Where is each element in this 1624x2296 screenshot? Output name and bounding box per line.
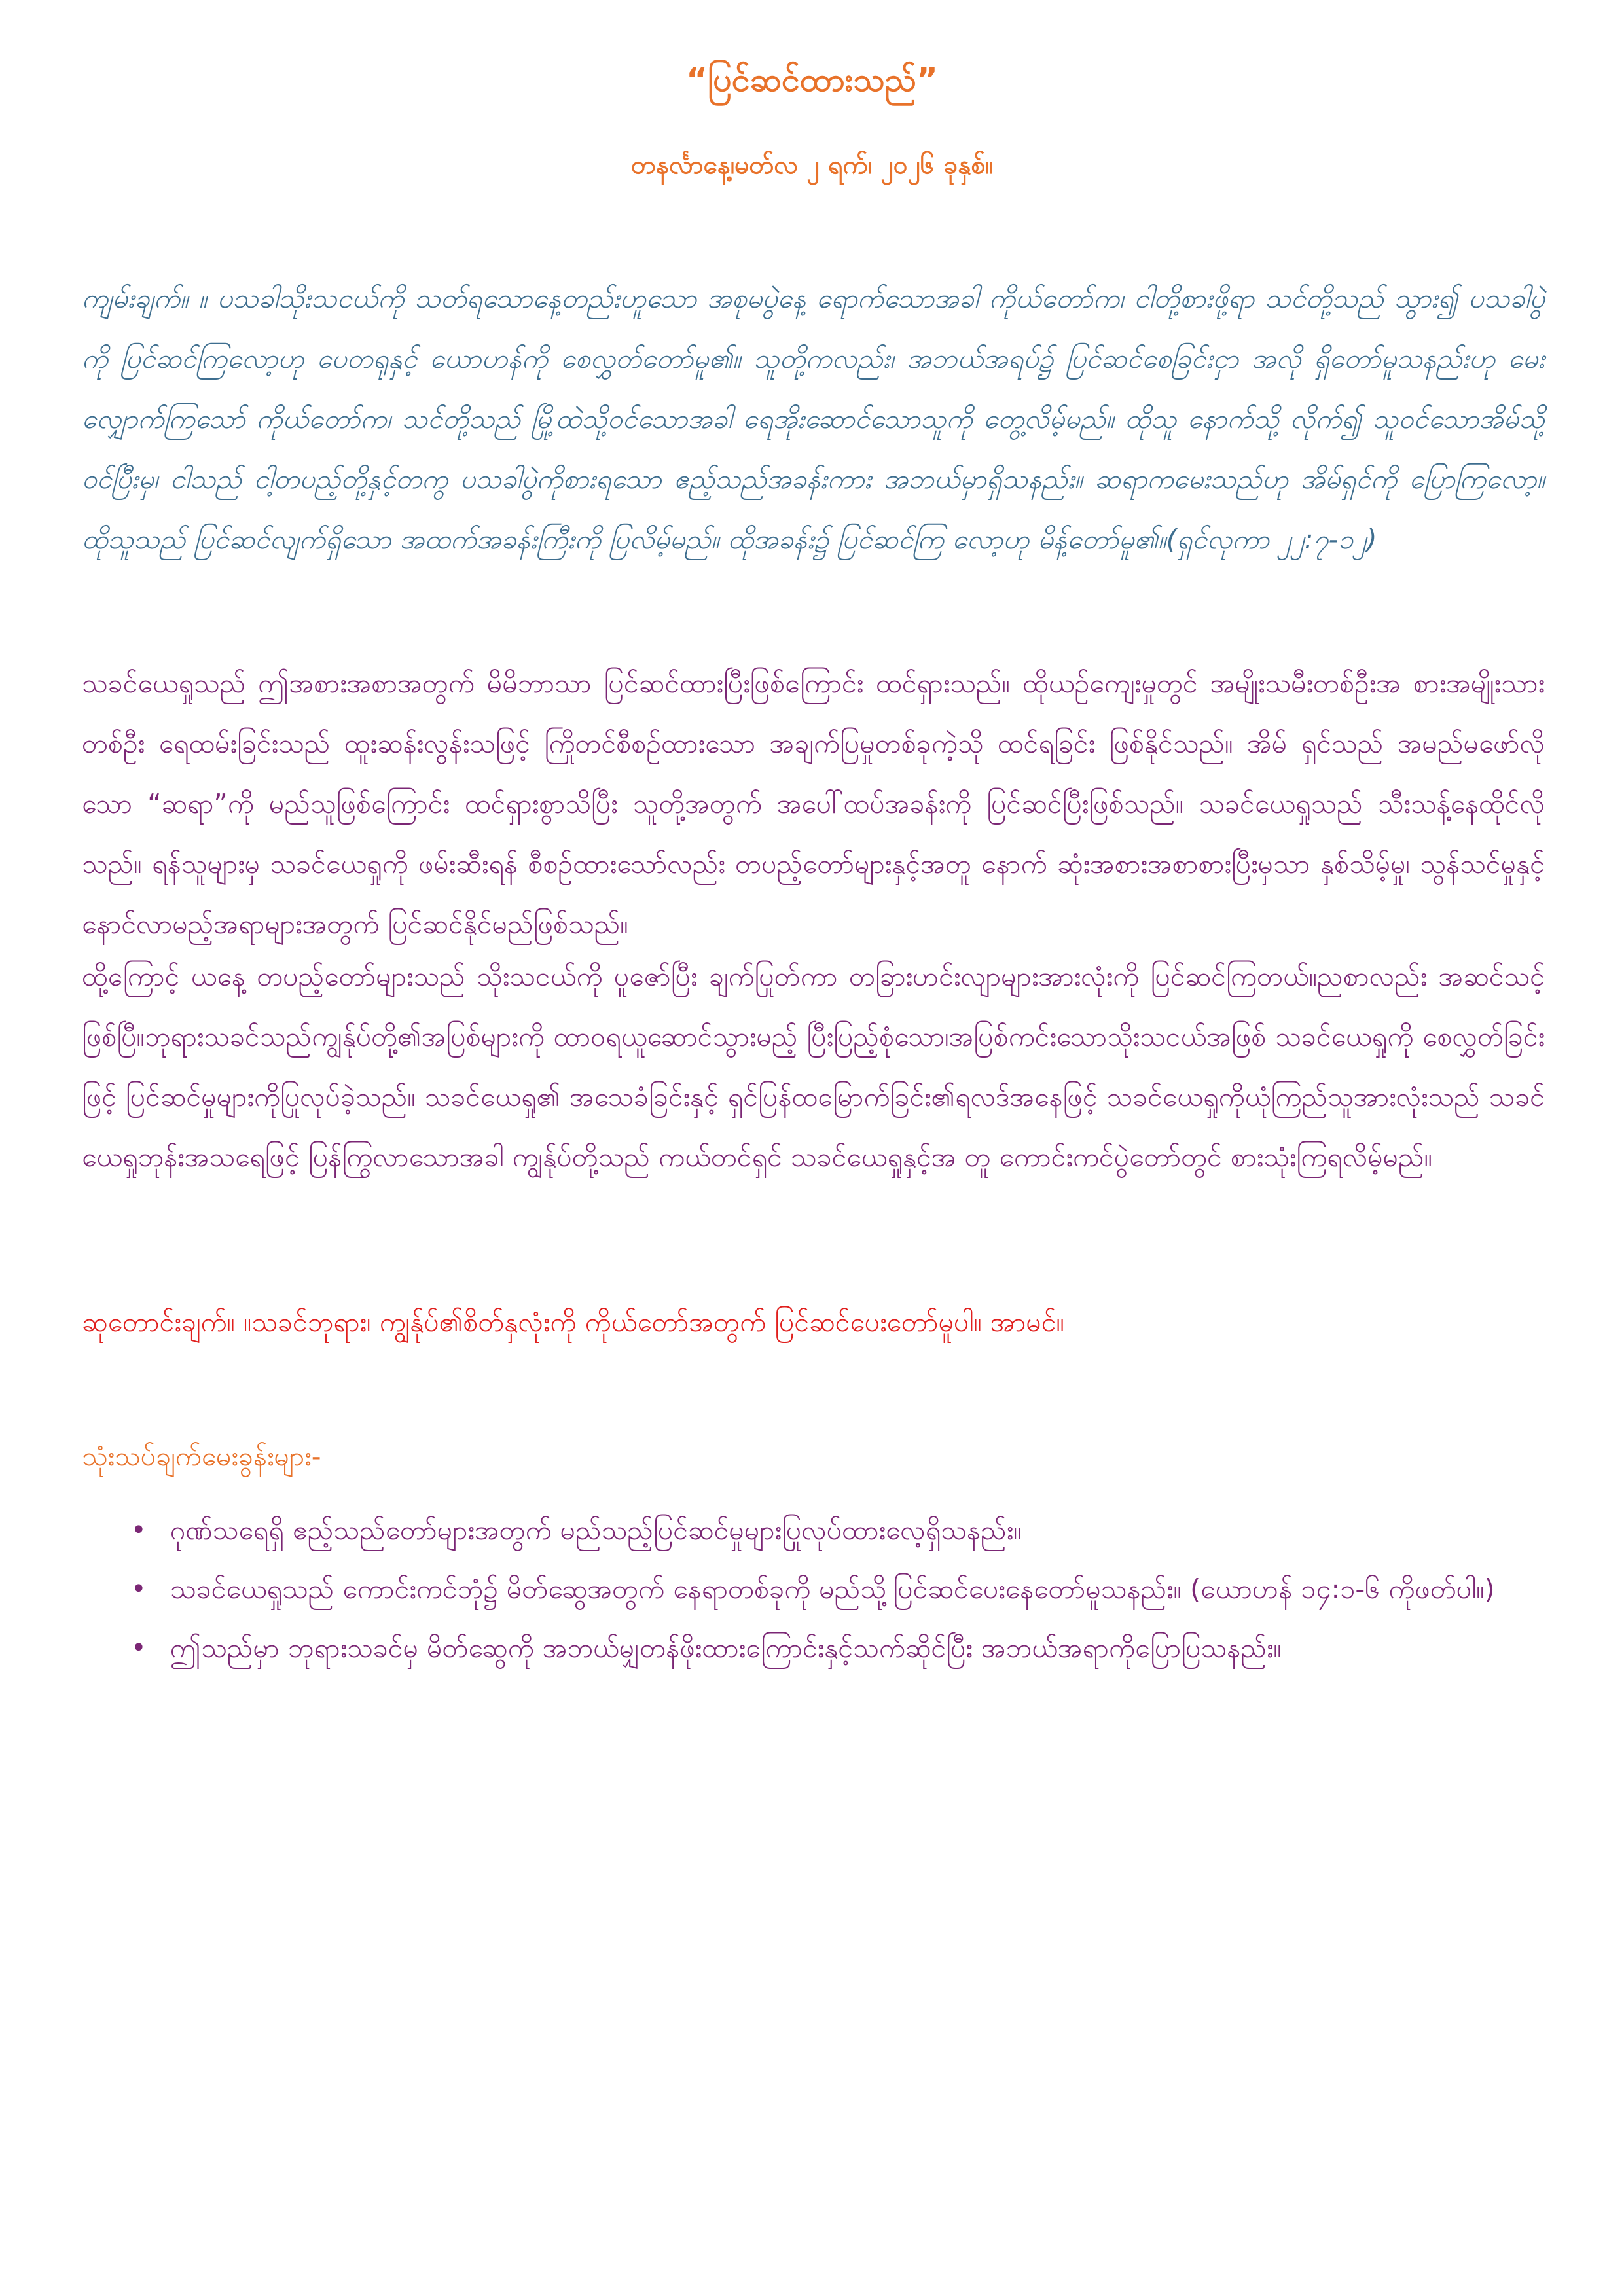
scripture-passage: ကျမ်းချက်။ ။ ပသခါသိုးသငယ်ကို သတ်ရသောနေ့တည်းဟူသော အစုမပွဲနေ့ ရောက်သောအခါ ကိုယ်တော်က၊ ငါတို့စားဖို့ရာ သင်တို့သည် သွား၍ ပသခါပွဲကို ပြင်ဆင်ကြလော့ဟု ပေတရုနှင့် ယောဟန်ကို စေလွှတ်တော်မူ၏။ သူတို့ကလည်း၊ အဘယ်အရပ်၌ ပြင်ဆင်စေခြင်းငှာ အလို ရှိတော်မူသနည်းဟု မေးလျှောက်ကြသော် ကိုယ်တော်က၊ သင်တို့သည် မြို့ထဲသို့ဝင်သောအခါ ရေအိုးဆောင်သောသူကို တွေ့လိမ့်မည်။ ထိုသူ နောက်သို့ လိုက်၍ သူဝင်သောအိမ်သို့ဝင်ပြီးမှ၊ ငါသည် ငါ့တပည့်တို့နှင့်တကွ ပသခါပွဲကိုစားရသော ဧည့်သည်အခန်းကား အဘယ်မှာရှိသနည်း။ ဆရာကမေးသည်ဟု အိမ်ရှင်ကို ပြောကြလော့။ ထိုသူသည် ပြင်ဆင်လျက်ရှိသော အထက်အခန်းကြီးကို ပြလိမ့်မည်။ ထိုအခန်း၌ ပြင်ဆင်ကြ လော့ဟု မိန့်တော်မူ၏။(ရှင်လုကာ ၂၂:၇-၁၂) <box>82 283 1545 555</box>
questions-list <box>82 1505 1545 1682</box>
bullet-icon: • <box>131 1515 147 1545</box>
question-item <box>82 1564 1545 1614</box>
question-text: ဂုဏ်သရေရှိ ဧည့်သည်တော်များအတွက် မည်သည့်ပြင်ဆင်မှုများပြုလုပ်ထားလေ့ရှိသနည်း။ <box>170 1515 1022 1546</box>
body-paragraph-1: သခင်ယေရှုသည် ဤအစားအစာအတွက် မိမိဘာသာ ပြင်ဆင်ထားပြီးဖြစ်ကြောင်း ထင်ရှားသည်။ ထိုယဉ်ကျေးမှုတွင် အမျိုးသမီးတစ်ဦးအ စားအမျိုးသားတစ်ဦး ရေထမ်းခြင်းသည် ထူးဆန်းလွန်းသဖြင့် ကြိုတင်စီစဉ်ထားသော အချက်ပြမှုတစ်ခုကဲ့သို ထင်ရခြင်း ဖြစ်နိုင်သည်။ အိမ် ရှင်သည် အမည်မဖော်လိုသော “ဆရာ”ကို မည်သူဖြစ်ကြောင်း ထင်ရှားစွာသိပြီး သူတို့အတွက် အပေါ်ထပ်အခန်းကို ပြင်ဆင်ပြီးဖြစ်သည်။ သခင်ယေရှုသည် သီးသန့်နေထိုင်လိုသည်။ ရန်သူများမှ သခင်ယေရှုကို ဖမ်းဆီးရန် စီစဉ်ထားသော်လည်း တပည့်တော်များနှင့်အတူ နောက် ဆုံးအစားအစာစားပြီးမှသာ နှစ်သိမ့်မှု၊ သွန်သင်မှုနှင့် နောင်လာမည့်အရာများအတွက် ပြင်ဆင်နိုင်မည်ဖြစ်သည်။ <box>82 668 1545 940</box>
bullet-icon: • <box>131 1574 147 1604</box>
question-item <box>82 1623 1545 1673</box>
body-paragraph-2: ထို့ကြောင့် ယနေ့ တပည့်တော်များသည် သိုးသငယ်ကို ပူဇော်ပြီး ချက်ပြုတ်ကာ တခြားဟင်းလျာများအားလုံးကို ပြင်ဆင်ကြတယ်။ညစာလည်း အဆင်သင့်ဖြစ်ပြီ။ဘုရားသခင်သည်ကျွန်ုပ်တို့၏အပြစ်များကို ထာဝရယူဆောင်သွားမည့် ပြီးပြည့်စုံသော၊အပြစ်ကင်းသောသိုးသငယ်အဖြစ် သခင်ယေရှုကို စေလွှတ်ခြင်းဖြင့် ပြင်ဆင်မှုများကိုပြုလုပ်ခဲ့သည်။ သခင်ယေရှု၏ အသေခံခြင်းနှင့် ရှင်ပြန်ထမြောက်ခြင်း၏ရလဒ်အနေဖြင့် သခင်ယေရှုကိုယုံကြည်သူအားလုံးသည် သခင်ယေရှုဘုန်းအသရေဖြင့် ပြန်ကြွလာသောအခါ ကျွန်ုပ်တို့သည် ကယ်တင်ရှင် သခင်ယေရှုနှင့်အ တူ ကောင်းကင်ပွဲတော်တွင် စားသုံးကြရလိမ့်မည်။ <box>82 961 1545 1173</box>
devotional-title: “ပြင်ဆင်ထားသည်” <box>686 61 938 99</box>
question-text: ဤသည်မှာ ဘုရားသခင်မှ မိတ်ဆွေကို အဘယ်မျှတန်ဖိုးထားကြောင်းနှင့်သက်ဆိုင်ပြီး အဘယ်အရာကိုပြောပြသနည်း။ <box>170 1632 1282 1664</box>
question-text: သခင်ယေရှုသည် ကောင်းကင်ဘုံ၌ မိတ်ဆွေအတွက် နေရာတစ်ခုကို မည်သို့ပြင်ဆင်ပေးနေတော်မူသနည်း။ (ယောဟန် ၁၄:၁-၆ ကိုဖတ်ပါ။) <box>170 1573 1495 1605</box>
question-item <box>82 1505 1545 1555</box>
devotional-date: တနင်္လာနေ့၊မတ်လ ၂ ရက်၊ ၂၀၂၆ ခုနှစ်။ <box>630 151 994 180</box>
questions-heading: သုံးသပ်ချက်မေးခွန်းများ- <box>82 1441 321 1472</box>
bullet-icon: • <box>131 1633 147 1663</box>
prayer-text: ဆုတောင်းချက်။ ။သခင်ဘုရား၊ ကျွန်ုပ်၏စိတ်နှလုံးကို ကိုယ်တော်အတွက် ပြင်ဆင်ပေးတော်မူပါ။ အာမင်။ <box>82 1306 1065 1338</box>
